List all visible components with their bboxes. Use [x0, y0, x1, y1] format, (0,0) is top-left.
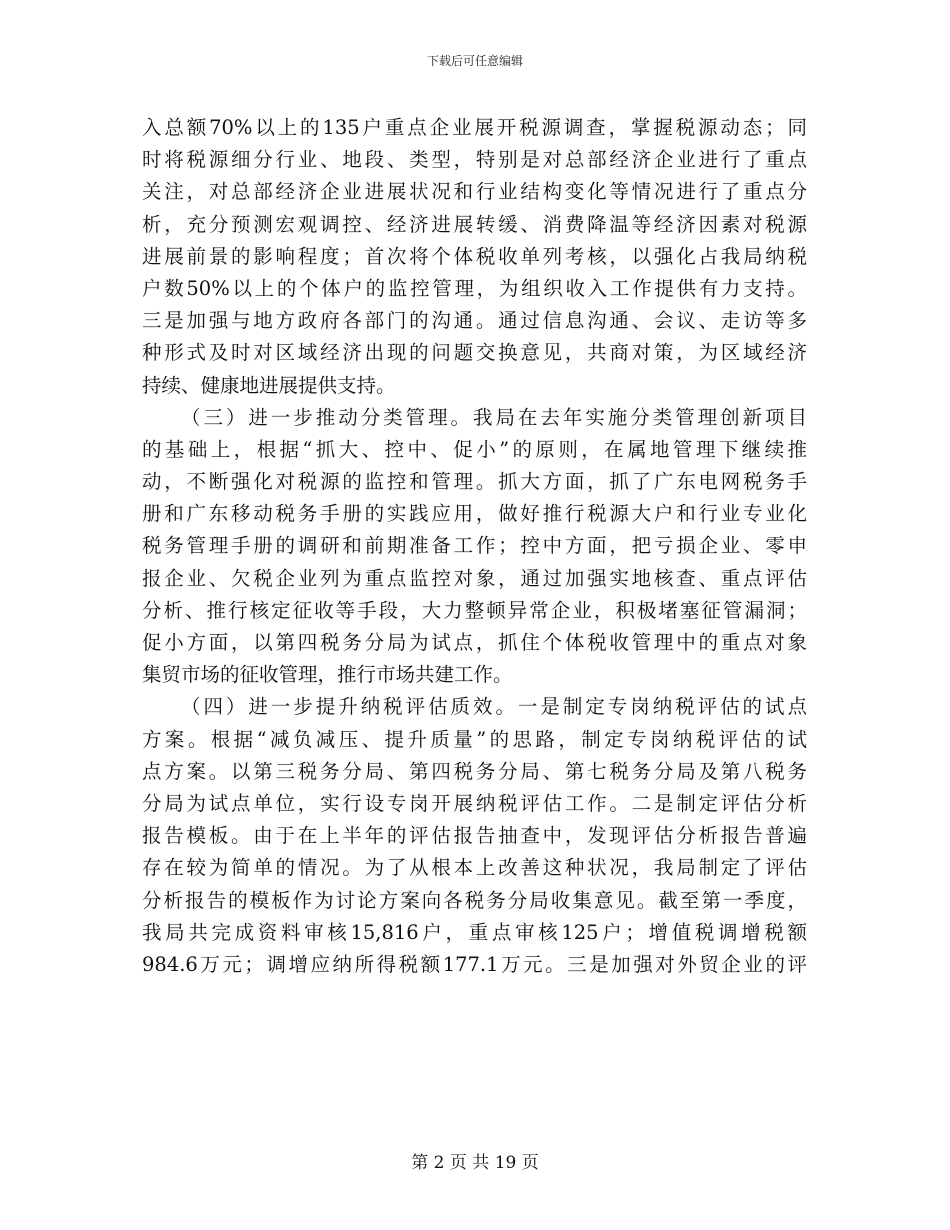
text-line: 持续、健康地进展提供支持。: [142, 373, 396, 397]
text-line: 报企业、欠税企业列为重点监控对象，通过加强实地核查、重点评估: [142, 566, 807, 590]
text-line: 存在较为简单的情况。为了从根本上改善这种状况，我局制定了评估: [142, 856, 807, 880]
text-line: 984.6万元；调增应纳所得税额177.1万元。三是加强对外贸企业的评: [142, 952, 807, 976]
text-line: 动，不断强化对税源的监控和管理。抓大方面，抓了广东电网税务手: [142, 470, 807, 494]
text-line: 进展前景的影响程度；首次将个体税收单列考核，以强化占我局纳税: [142, 244, 807, 268]
text-line: 分局为试点单位，实行设专岗开展纳税评估工作。二是制定评估分析: [142, 791, 807, 815]
text-line: 促小方面，以第四税务分局为试点，抓住个体税收管理中的重点对象: [142, 631, 807, 654]
text-line: 时将税源细分行业、地段、类型，特别是对总部经济企业进行了重点: [142, 148, 807, 172]
text-line: 报告模板。由于在上半年的评估报告抽查中，发现评估分析报告普遍: [142, 824, 807, 848]
text-line: 分析报告的模板作为讨论方案向各税务分局收集意见。截至第一季度，: [142, 888, 807, 912]
page-number: 第 2 页 共 19 页: [411, 1153, 539, 1173]
text-line: 三是加强与地方政府各部门的沟通。通过信息沟通、会议、走访等多: [142, 309, 807, 333]
text-line: 入总额70%以上的135户重点企业展开税源调查，掌握税源动态；同: [142, 116, 807, 139]
text-line: 种形式及时对区域经济出现的问题交换意见，共商对策，为区域经济: [142, 341, 807, 365]
text-line: 方案。根据“减负减压、提升质量”的思路，制定专岗纳税评估的试: [142, 727, 807, 751]
paragraph-first-line: （四）进一步提升纳税评估质效。一是制定专岗纳税评估的试点: [181, 695, 807, 719]
text-line: 集贸市场的征收管理，推行市场共建工作。: [142, 663, 513, 687]
page-header: 下载后可任意编辑: [426, 54, 523, 68]
paragraph-first-line: （三）进一步推动分类管理。我局在去年实施分类管理创新项目: [181, 405, 807, 429]
text-line: 点方案。以第三税务分局、第四税务分局、第七税务分局及第八税务: [142, 759, 807, 783]
text-line: 分析、推行核定征收等手段，大力整顿异常企业，积极堵塞征管漏洞；: [142, 598, 807, 622]
text-line: 关注，对总部经济企业进展状况和行业结构变化等情况进行了重点分: [142, 180, 807, 204]
text-line: 的基础上，根据“抓大、控中、促小”的原则，在属地管理下继续推: [142, 437, 807, 461]
text-line: 析，充分预测宏观调控、经济进展转缓、消费降温等经济因素对税源: [142, 212, 807, 236]
document-body: [142, 112, 807, 981]
text-line: 税务管理手册的调研和前期准备工作；控中方面，把亏损企业、零申: [142, 534, 807, 558]
text-line: 册和广东移动税务手册的实践应用，做好推行税源大户和行业专业化: [142, 502, 807, 526]
text-line: 我局共完成资料审核15,816户，重点审核125户；增值税调增税额: [142, 920, 807, 944]
text-line: 户数50%以上的个体户的监控管理，为组织收入工作提供有力支持。: [142, 276, 807, 300]
